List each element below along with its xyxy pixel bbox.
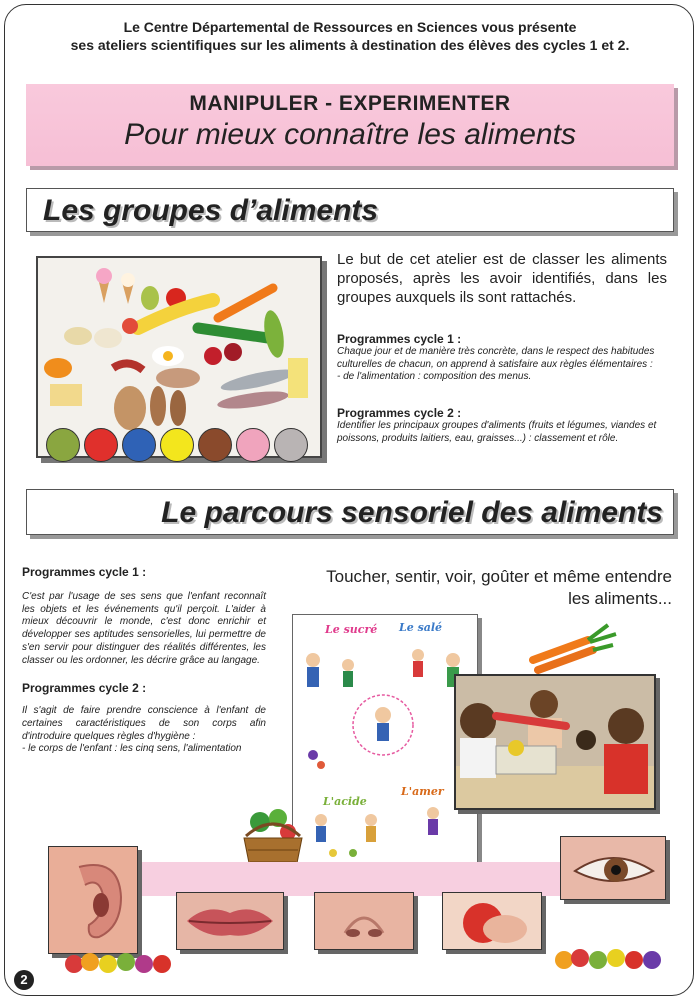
- intro-line-1: Le Centre Départemental de Ressources en Sciences vous présente: [123, 19, 577, 35]
- banner-subtitle: MANIPULER - EXPERIMENTER: [189, 92, 511, 115]
- poster-label-sucre: Le sucré: [325, 623, 378, 636]
- children-activity-photo: [454, 674, 656, 810]
- poster-label-acide: L'acide: [323, 795, 367, 808]
- nose-photo: [314, 892, 414, 950]
- sensory-prog1-heading: Programmes cycle 1 :: [22, 565, 147, 579]
- title-banner: [26, 84, 674, 166]
- color-dot-7: [274, 428, 308, 462]
- food-groups-intro: Le but de cet atelier est de classer les aliments proposés, après les avoir identifiés, dans les groupes auxquels ils sont rattachés.: [337, 251, 667, 306]
- ear-icon: [49, 847, 137, 953]
- eye-icon: [561, 837, 665, 899]
- prog-cycle2-text: Identifier les principaux groupes d'aliments (fruits et légumes, viandes et poissons, produits laitiers, eau, graisses...) : classement et rôle.: [337, 420, 657, 444]
- prog-cycle2-heading: Programmes cycle 2 :: [337, 406, 462, 420]
- sensory-prog2-heading: Programmes cycle 2 :: [22, 681, 147, 696]
- prog-cycle1-item: - de l'alimentation : composition des menus.: [337, 371, 532, 382]
- fruit-pile-right-icon: [550, 942, 668, 972]
- lips-photo: [176, 892, 284, 950]
- section-title-sensory: Le parcours sensoriel des aliments: [26, 489, 674, 535]
- eye-photo: [560, 836, 666, 900]
- intro-text: [0, 18, 700, 54]
- ear-photo: [48, 846, 138, 954]
- sensory-prog1-text: C'est par l'usage de ses sens que l'enfant reconnaît les objets et les événements qu'il perçoit. L'aider à mieux découvrir le monde, c'est donc enrichir et développer ses aptitudes sensorielles, lui permettre de s'en servir pour distinguer des réalités différentes, les classer ou les ordonner, les décrire grâce au langage.: [22, 591, 266, 666]
- children-illustration: [456, 676, 654, 808]
- poster-label-sale: Le salé: [399, 621, 443, 634]
- poster-label-amer: L'amer: [401, 785, 444, 798]
- food-groups-prog-cycle2: [337, 406, 667, 445]
- color-dot-5: [198, 428, 232, 462]
- page-number: 2: [14, 970, 34, 990]
- sensory-prog2-item: - le corps de l'enfant : les cinq sens, l'alimentation: [22, 743, 242, 755]
- intro-line-2: ses ateliers scientifiques sur les aliments à destination des élèves des cycles 1 et 2.: [70, 37, 630, 53]
- section-title-food-groups: Les groupes d’aliments: [26, 188, 674, 232]
- sensory-prog2-text: Il s'agit de faire prendre conscience à l'enfant de certaines caractéristiques de son corps afin d'introduire quelques règles d'hygiène :: [22, 705, 266, 742]
- lips-icon: [177, 893, 283, 949]
- hand-apple-photo: [442, 892, 542, 950]
- sensory-programmes: [22, 565, 266, 756]
- tagline-line-1: Toucher, sentir, voir, goûter et même entendre: [326, 567, 672, 586]
- food-groups-prog-cycle1: [337, 332, 667, 384]
- color-dot-6: [236, 428, 270, 462]
- prog-cycle1-text: Chaque jour et de manière très concrète, dans le respect des habitudes culturelles de chacun, on apprend à satisfaire aux règles élémentaires :: [337, 346, 655, 370]
- color-dot-3: [122, 428, 156, 462]
- food-group-colors: [46, 428, 308, 462]
- sensory-tagline: [262, 566, 672, 610]
- carrots-icon: [528, 620, 618, 675]
- tastes-poster: [292, 614, 478, 864]
- prog-cycle1-heading: Programmes cycle 1 :: [337, 332, 462, 346]
- color-dot-1: [46, 428, 80, 462]
- color-dot-4: [160, 428, 194, 462]
- food-illustration: [38, 258, 320, 456]
- apple-icon: [443, 893, 541, 949]
- banner-title: Pour mieux connaître les aliments: [124, 118, 576, 151]
- poster-illustration: [293, 615, 477, 863]
- color-dot-2: [84, 428, 118, 462]
- fruit-pile-left-icon: [60, 946, 178, 974]
- nose-icon: [315, 893, 413, 949]
- tagline-line-2: les aliments...: [568, 589, 672, 608]
